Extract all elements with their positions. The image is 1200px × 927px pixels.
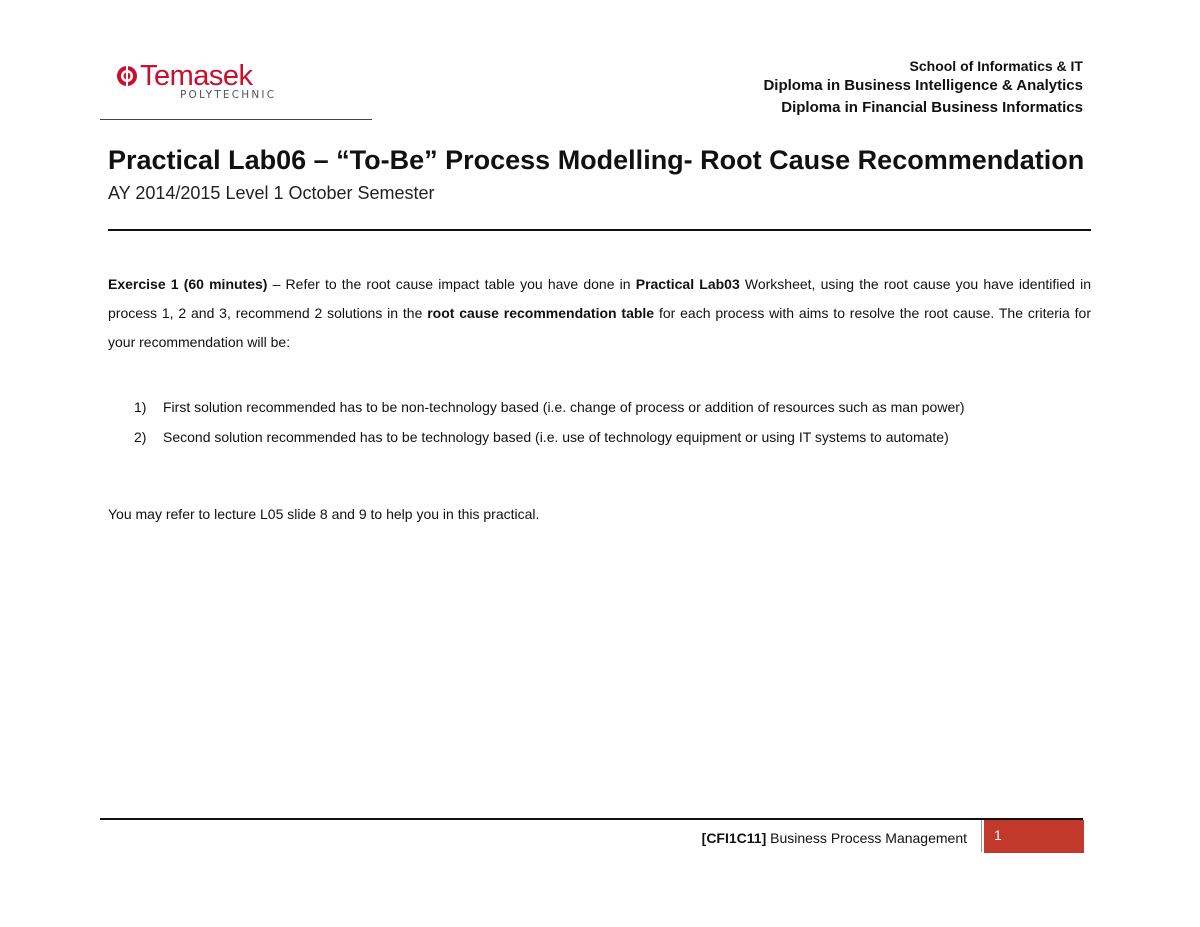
footer-divider (100, 818, 1083, 820)
footer-separator (981, 820, 982, 852)
exercise-text-2: Worksheet, using the root cause you have identified in process 1, 2 and 3, recommend 2 solutions in the (108, 276, 1091, 321)
list-item-text: First solution recommended has to be non-technology based (i.e. change of process or addition of resources such as man power) (163, 399, 965, 415)
diploma-line-2: Diploma in Financial Business Informatics (781, 99, 1083, 116)
page-number-box (984, 820, 1084, 853)
logo-subtitle: POLYTECHNIC (180, 89, 277, 101)
title-divider (108, 229, 1091, 231)
school-name: School of Informatics & IT (909, 58, 1083, 74)
document-title: Practical Lab06 – “To-Be” Process Modelling- Root Cause Recommendation (108, 145, 1085, 175)
logo-divider (100, 119, 372, 120)
list-item-number: 1) (134, 399, 147, 415)
list-item-text: Second solution recommended has to be technology based (i.e. use of technology equipment or using IT systems to automate) (163, 429, 949, 445)
document-header (763, 57, 1083, 119)
exercise-reference: Practical Lab03 (635, 276, 740, 292)
criteria-list (108, 392, 1091, 452)
exercise-text-1: – Refer to the root cause impact table you have done in (267, 276, 636, 292)
diploma-line-1: Diploma in Business Intelligence & Analytics (763, 77, 1083, 94)
exercise-table-name: root cause recommendation table (427, 305, 655, 321)
exercise-label: Exercise 1 (60 minutes) (108, 276, 268, 292)
list-item (108, 422, 1091, 452)
document-subtitle: AY 2014/2015 Level 1 October Semester (108, 183, 435, 203)
exercise-text-3: for each process with aims to resolve the root cause. The criteria for your recommendation will be: (108, 305, 1092, 350)
list-item (108, 392, 1091, 422)
course-name: Business Process Management (766, 830, 967, 846)
temasek-logo (116, 62, 276, 106)
page-number: 1 (994, 827, 1002, 843)
logo-wordmark: Temasek (140, 60, 253, 92)
list-item-number: 2) (134, 429, 147, 445)
reference-note: You may refer to lecture L05 slide 8 and 9 to help you in this practical. (108, 506, 540, 522)
exercise-paragraph (108, 270, 1091, 357)
footer-course (702, 828, 967, 848)
course-code: [CFI1C11] (701, 830, 767, 846)
temasek-crest-icon (116, 65, 138, 87)
